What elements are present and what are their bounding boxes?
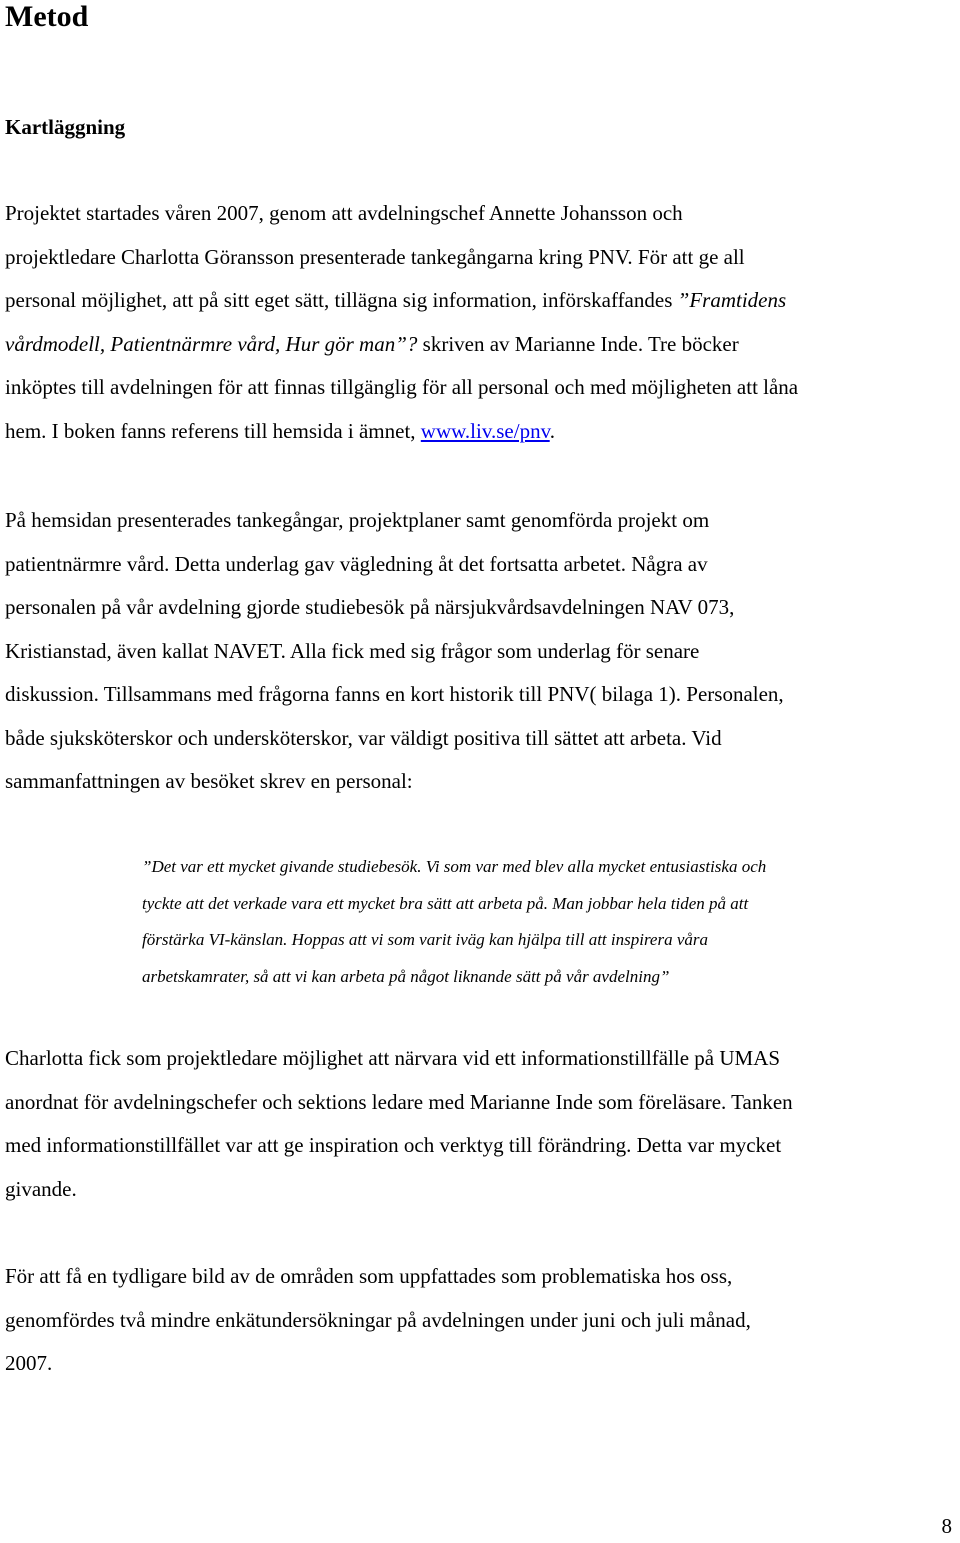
paragraph-line: med informationstillfället var att ge inspiration och verktyg till förändring. Detta var mycket [5,1133,782,1157]
text-span: projektledare Charlotta Göransson presenterade tankegångarna kring PNV. För att ge all [5,244,745,269]
quote-line: förstärka VI-känslan. Hoppas att vi som varit iväg kan hjälpa till att inspirera våra [142,930,709,949]
text-span: . [549,418,555,443]
paragraph-line [5,366,798,410]
paragraph-line: Charlotta fick som projektledare möjlighet att närvara vid ett informationstillfälle på UMAS [5,1046,781,1070]
paragraph-surveys [5,1255,751,1386]
paragraph-website-visit [5,499,784,804]
paragraph-line [5,323,798,367]
text-span: Projektet startades våren 2007, genom att avdelningschef Annette Johansson och [5,201,683,225]
paragraph-project-start [5,192,798,453]
quote-line: arbetskamrater, så att vi kan arbeta på något liknande sätt på vår avdelning” [142,966,670,986]
paragraph-line [5,279,798,323]
paragraph-line [5,410,798,454]
text-span: hem. I boken fanns referens till hemsida i ämnet, [5,418,421,443]
paragraph-line: patientnärmre vård. Detta underlag gav vägledning åt det fortsatta arbetet. Några av [5,551,708,576]
text-span: inköptes till avdelningen för att finnas tillgänglig för all personal och med möjligheten att låna [5,375,799,399]
paragraph-line: anordnat för avdelningschefer och sektions ledare med Marianne Inde som föreläsare. Tanken [5,1089,793,1114]
paragraph-line [5,236,798,280]
text-span: skriven av Marianne Inde. Tre böcker [417,331,739,356]
staff-quote [142,849,766,995]
paragraph-line: sammanfattningen av besöket skrev en personal: [5,769,413,793]
paragraph-line: givande. [5,1176,77,1201]
quote-line: tyckte att det verkade vara ett mycket bra sätt att arbeta på. Man jobbar hela tiden på att [142,893,749,913]
paragraph-line: På hemsidan presenterades tankegångar, projektplaner samt genomförda projekt om [5,508,710,532]
paragraph-line: 2007. [5,1351,53,1375]
page-number: 8 [941,1514,952,1538]
quote-line: ”Det var ett mycket givande studiebesök. Vi som var med blev alla mycket entusiastiska och [142,857,767,876]
paragraph-info-session [5,1037,793,1211]
book-title-italic: vårdmodell, Patientnärmre vård, Hur gör man”? [5,331,418,356]
website-link[interactable]: www.liv.se/pnv [420,418,550,443]
paragraph-line: personalen på vår avdelning gjorde studiebesök på närsjukvårdsavdelningen NAV 073, [5,595,735,619]
section-heading: Metod [5,0,89,33]
paragraph-line: diskussion. Tillsammans med frågorna fanns en kort historik till PNV( bilaga 1). Personalen, [5,682,784,706]
text-span: personal möjlighet, att på sitt eget sätt, tillägna sig information, införskaffandes [5,288,678,312]
paragraph-line: Kristianstad, även kallat NAVET. Alla fick med sig frågor som underlag för senare [5,638,700,663]
paragraph-line [5,192,798,236]
paragraph-line: genomfördes två mindre enkätundersökningar på avdelningen under juni och juli månad, [5,1307,751,1332]
paragraph-line: både sjuksköterskor och undersköterskor, var väldigt positiva till sättet att arbeta. Vid [5,725,722,750]
paragraph-line: För att få en tydligare bild av de områden som uppfattades som problematiska hos oss, [5,1264,733,1288]
book-title-italic: ”Framtidens [677,288,787,312]
subsection-heading: Kartläggning [5,115,126,139]
